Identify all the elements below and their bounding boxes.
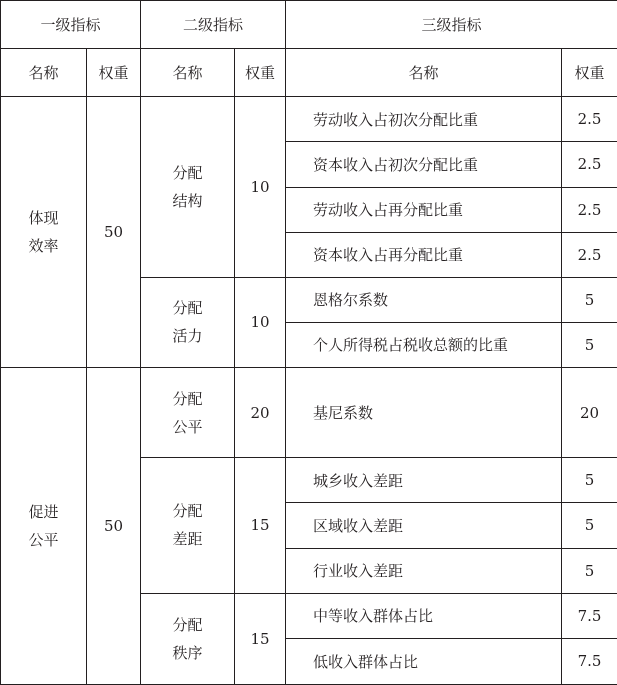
level2-name-line: 分配 — [172, 299, 203, 318]
level3-name-cell: 个人所得税占税收总额的比重 — [286, 322, 562, 367]
level1-name-line: 公平 — [28, 531, 59, 550]
header-level3: 三级指标 — [286, 1, 617, 49]
header-row-columns — [1, 49, 617, 97]
header-level1: 一级指标 — [1, 1, 141, 49]
level2-weight-cell: 15 — [235, 458, 286, 593]
level1-name-line: 效率 — [28, 237, 59, 256]
level2-name-line: 差距 — [172, 530, 203, 549]
level3-weight-cell: 5 — [562, 277, 617, 322]
level3-weight-cell: 5 — [562, 322, 617, 367]
level3-weight-cell: 7.5 — [562, 593, 617, 638]
header-level1-weight: 权重 — [87, 49, 141, 97]
level1-name-line: 体现 — [28, 209, 59, 228]
level2-name-cell — [141, 97, 235, 278]
level2-name-line: 公平 — [172, 417, 203, 436]
level2-weight-cell: 15 — [235, 593, 286, 684]
level2-name-cell — [141, 458, 235, 593]
header-level1-name: 名称 — [1, 49, 87, 97]
level3-weight-cell: 2.5 — [562, 232, 617, 277]
level3-weight-cell: 2.5 — [562, 187, 617, 232]
level3-name-cell: 基尼系数 — [286, 368, 562, 458]
level1-name-cell — [1, 368, 87, 685]
level2-weight-cell: 20 — [235, 368, 286, 458]
table-row — [1, 97, 617, 142]
level3-name-cell: 区域收入差距 — [286, 503, 562, 548]
level2-name-cell — [141, 277, 235, 367]
level3-name-cell: 劳动收入占初次分配比重 — [286, 97, 562, 142]
level2-name-line: 分配 — [172, 502, 203, 521]
level2-name-cell — [141, 593, 235, 684]
level3-name-cell: 劳动收入占再分配比重 — [286, 187, 562, 232]
level3-name-cell: 资本收入占初次分配比重 — [286, 142, 562, 187]
level1-name-cell — [1, 97, 87, 368]
level3-name-cell: 城乡收入差距 — [286, 458, 562, 503]
level3-weight-cell: 5 — [562, 548, 617, 593]
level2-weight-cell: 10 — [235, 97, 286, 278]
level3-weight-cell: 5 — [562, 458, 617, 503]
level2-name-line: 分配 — [172, 389, 203, 408]
level2-weight-cell: 10 — [235, 277, 286, 367]
level2-name-cell — [141, 368, 235, 458]
header-row-levels — [1, 1, 617, 49]
level3-weight-cell: 20 — [562, 368, 617, 458]
level1-weight-cell: 50 — [87, 368, 141, 685]
level3-weight-cell: 2.5 — [562, 142, 617, 187]
header-level3-name: 名称 — [286, 49, 562, 97]
level3-name-cell: 资本收入占再分配比重 — [286, 232, 562, 277]
level2-name-line: 分配 — [172, 164, 203, 183]
level3-name-cell: 中等收入群体占比 — [286, 593, 562, 638]
header-level3-weight: 权重 — [562, 49, 617, 97]
table-row — [1, 368, 617, 458]
level3-weight-cell: 7.5 — [562, 638, 617, 684]
level3-name-cell: 恩格尔系数 — [286, 277, 562, 322]
level3-weight-cell: 5 — [562, 503, 617, 548]
level2-name-line: 结构 — [172, 192, 203, 211]
header-level2-weight: 权重 — [235, 49, 286, 97]
level2-name-line: 秩序 — [172, 643, 203, 662]
header-level2-name: 名称 — [141, 49, 235, 97]
header-level2: 二级指标 — [141, 1, 286, 49]
level1-weight-cell: 50 — [87, 97, 141, 368]
level3-name-cell: 行业收入差距 — [286, 548, 562, 593]
level3-weight-cell: 2.5 — [562, 97, 617, 142]
level1-name-line: 促进 — [28, 503, 59, 522]
level2-name-line: 分配 — [172, 615, 203, 634]
level3-name-cell: 低收入群体占比 — [286, 638, 562, 684]
level2-name-line: 活力 — [172, 327, 203, 346]
